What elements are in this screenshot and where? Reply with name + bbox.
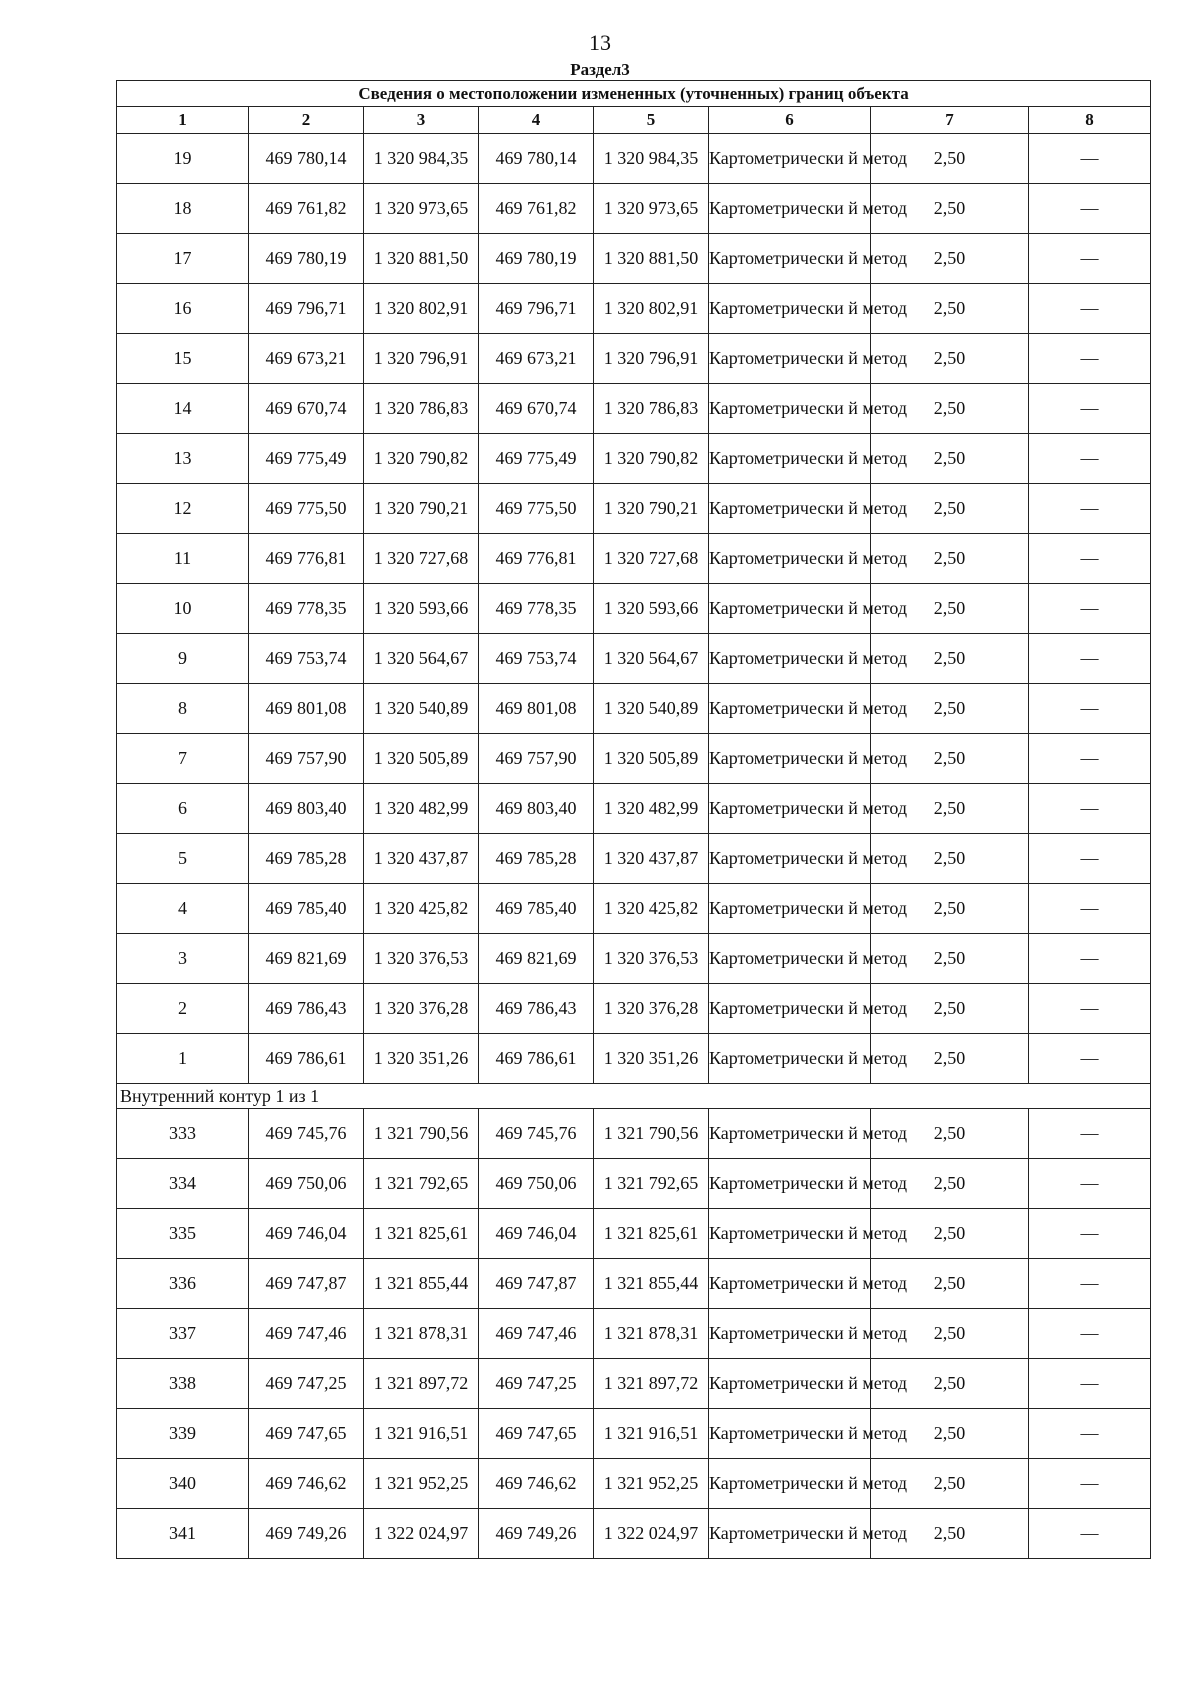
table-row [117,684,1151,734]
table-row [117,284,1151,334]
y2-cell: 1 320 437,87 [594,834,709,884]
method-cell: Картометрически й метод [709,134,871,184]
x2-cell: 469 746,62 [479,1459,594,1509]
x1-cell: 469 786,43 [249,984,364,1034]
x1-cell: 469 747,46 [249,1309,364,1359]
y1-cell: 1 320 790,82 [364,434,479,484]
method-cell: Картометрически й метод [709,534,871,584]
inner-contour-label: Внутренний контур 1 из 1 [117,1084,1151,1109]
y2-cell: 1 320 425,82 [594,884,709,934]
method-cell: Картометрически й метод [709,184,871,234]
accuracy-cell: 2,50 [871,234,1029,284]
method-cell: Картометрически й метод [709,834,871,884]
note-cell: — [1029,1309,1151,1359]
x2-cell: 469 750,06 [479,1159,594,1209]
point-cell: 13 [117,434,249,484]
note-cell: — [1029,1109,1151,1159]
y1-cell: 1 322 024,97 [364,1509,479,1559]
x1-cell: 469 780,19 [249,234,364,284]
point-cell: 9 [117,634,249,684]
x2-cell: 469 785,28 [479,834,594,884]
x2-cell: 469 801,08 [479,684,594,734]
y1-cell: 1 320 425,82 [364,884,479,934]
accuracy-cell: 2,50 [871,1109,1029,1159]
y2-cell: 1 321 825,61 [594,1209,709,1259]
accuracy-cell: 2,50 [871,1409,1029,1459]
table-row [117,1359,1151,1409]
x1-cell: 469 746,04 [249,1209,364,1259]
note-cell: — [1029,884,1151,934]
note-cell: — [1029,334,1151,384]
x2-cell: 469 749,26 [479,1509,594,1559]
column-header-5: 5 [594,107,709,134]
y2-cell: 1 320 796,91 [594,334,709,384]
y2-cell: 1 320 802,91 [594,284,709,334]
x1-cell: 469 750,06 [249,1159,364,1209]
y2-cell: 1 321 790,56 [594,1109,709,1159]
x2-cell: 469 821,69 [479,934,594,984]
accuracy-cell: 2,50 [871,134,1029,184]
note-cell: — [1029,984,1151,1034]
method-cell: Картометрически й метод [709,984,871,1034]
x1-cell: 469 778,35 [249,584,364,634]
point-cell: 336 [117,1259,249,1309]
table-row [117,984,1151,1034]
x1-cell: 469 673,21 [249,334,364,384]
point-cell: 2 [117,984,249,1034]
point-cell: 337 [117,1309,249,1359]
note-cell: — [1029,1034,1151,1084]
accuracy-cell: 2,50 [871,984,1029,1034]
column-header-6: 6 [709,107,871,134]
note-cell: — [1029,1209,1151,1259]
x2-cell: 469 778,35 [479,584,594,634]
note-cell: — [1029,1159,1151,1209]
x2-cell: 469 786,61 [479,1034,594,1084]
point-cell: 340 [117,1459,249,1509]
x1-cell: 469 785,28 [249,834,364,884]
table-caption: Сведения о местоположении измененных (уточненных) границ объекта [117,81,1151,107]
method-cell: Картометрически й метод [709,1209,871,1259]
x1-cell: 469 785,40 [249,884,364,934]
note-cell: — [1029,684,1151,734]
coordinates-table [116,80,1151,1559]
point-cell: 12 [117,484,249,534]
y2-cell: 1 321 952,25 [594,1459,709,1509]
point-cell: 335 [117,1209,249,1259]
table-row [117,784,1151,834]
table-row [117,1034,1151,1084]
y2-cell: 1 320 351,26 [594,1034,709,1084]
column-header-8: 8 [1029,107,1151,134]
y2-cell: 1 320 376,53 [594,934,709,984]
column-header-4: 4 [479,107,594,134]
table-row [117,1509,1151,1559]
y2-cell: 1 321 897,72 [594,1359,709,1409]
note-cell: — [1029,384,1151,434]
x1-cell: 469 775,49 [249,434,364,484]
y1-cell: 1 320 881,50 [364,234,479,284]
accuracy-cell: 2,50 [871,1509,1029,1559]
accuracy-cell: 2,50 [871,384,1029,434]
point-cell: 1 [117,1034,249,1084]
accuracy-cell: 2,50 [871,684,1029,734]
x1-cell: 469 747,65 [249,1409,364,1459]
x2-cell: 469 785,40 [479,884,594,934]
note-cell: — [1029,134,1151,184]
accuracy-cell: 2,50 [871,1259,1029,1309]
y2-cell: 1 320 540,89 [594,684,709,734]
y2-cell: 1 320 482,99 [594,784,709,834]
table-row [117,534,1151,584]
x1-cell: 469 775,50 [249,484,364,534]
y2-cell: 1 320 564,67 [594,634,709,684]
x2-cell: 469 746,04 [479,1209,594,1259]
table-header-row [117,107,1151,134]
x1-cell: 469 821,69 [249,934,364,984]
x2-cell: 469 673,21 [479,334,594,384]
y2-cell: 1 321 916,51 [594,1409,709,1459]
note-cell: — [1029,934,1151,984]
method-cell: Картометрически й метод [709,884,871,934]
y1-cell: 1 320 351,26 [364,1034,479,1084]
note-cell: — [1029,1409,1151,1459]
x1-cell: 469 747,25 [249,1359,364,1409]
column-header-1: 1 [117,107,249,134]
x1-cell: 469 796,71 [249,284,364,334]
y2-cell: 1 320 881,50 [594,234,709,284]
x2-cell: 469 747,46 [479,1309,594,1359]
table-row [117,1109,1151,1159]
y2-cell: 1 320 376,28 [594,984,709,1034]
table-row [117,234,1151,284]
method-cell: Картометрически й метод [709,1259,871,1309]
method-cell: Картометрически й метод [709,1409,871,1459]
accuracy-cell: 2,50 [871,784,1029,834]
point-cell: 18 [117,184,249,234]
table-row [117,834,1151,884]
table-row [117,484,1151,534]
x2-cell: 469 796,71 [479,284,594,334]
y2-cell: 1 320 727,68 [594,534,709,584]
y1-cell: 1 321 952,25 [364,1459,479,1509]
x1-cell: 469 780,14 [249,134,364,184]
x2-cell: 469 775,50 [479,484,594,534]
accuracy-cell: 2,50 [871,1159,1029,1209]
point-cell: 4 [117,884,249,934]
method-cell: Картометрически й метод [709,1109,871,1159]
y1-cell: 1 320 973,65 [364,184,479,234]
x1-cell: 469 670,74 [249,384,364,434]
table-row [117,884,1151,934]
x2-cell: 469 745,76 [479,1109,594,1159]
x2-cell: 469 776,81 [479,534,594,584]
accuracy-cell: 2,50 [871,184,1029,234]
accuracy-cell: 2,50 [871,1359,1029,1409]
y1-cell: 1 320 786,83 [364,384,479,434]
y2-cell: 1 321 855,44 [594,1259,709,1309]
accuracy-cell: 2,50 [871,484,1029,534]
point-cell: 17 [117,234,249,284]
accuracy-cell: 2,50 [871,834,1029,884]
note-cell: — [1029,634,1151,684]
point-cell: 11 [117,534,249,584]
method-cell: Картометрически й метод [709,684,871,734]
method-cell: Картометрически й метод [709,384,871,434]
y1-cell: 1 320 482,99 [364,784,479,834]
y2-cell: 1 320 790,21 [594,484,709,534]
note-cell: — [1029,234,1151,284]
table-row [117,184,1151,234]
y1-cell: 1 321 790,56 [364,1109,479,1159]
point-cell: 333 [117,1109,249,1159]
x2-cell: 469 757,90 [479,734,594,784]
point-cell: 16 [117,284,249,334]
accuracy-cell: 2,50 [871,1309,1029,1359]
y1-cell: 1 321 792,65 [364,1159,479,1209]
point-cell: 15 [117,334,249,384]
x1-cell: 469 761,82 [249,184,364,234]
x1-cell: 469 776,81 [249,534,364,584]
accuracy-cell: 2,50 [871,634,1029,684]
y2-cell: 1 320 984,35 [594,134,709,184]
point-cell: 5 [117,834,249,884]
accuracy-cell: 2,50 [871,334,1029,384]
section-title: Раздел3 [570,60,630,79]
x1-cell: 469 749,26 [249,1509,364,1559]
y1-cell: 1 321 897,72 [364,1359,479,1409]
table-row [117,634,1151,684]
note-cell: — [1029,484,1151,534]
note-cell: — [1029,1459,1151,1509]
method-cell: Картометрически й метод [709,284,871,334]
x2-cell: 469 775,49 [479,434,594,484]
table-row [117,334,1151,384]
accuracy-cell: 2,50 [871,1034,1029,1084]
point-cell: 338 [117,1359,249,1409]
table-row [117,134,1151,184]
column-header-7: 7 [871,107,1029,134]
table-row [117,1259,1151,1309]
table-row [117,434,1151,484]
x1-cell: 469 757,90 [249,734,364,784]
note-cell: — [1029,1509,1151,1559]
point-cell: 8 [117,684,249,734]
y1-cell: 1 320 505,89 [364,734,479,784]
y1-cell: 1 320 790,21 [364,484,479,534]
method-cell: Картометрически й метод [709,784,871,834]
method-cell: Картометрически й метод [709,934,871,984]
x1-cell: 469 745,76 [249,1109,364,1159]
accuracy-cell: 2,50 [871,934,1029,984]
y1-cell: 1 320 376,53 [364,934,479,984]
accuracy-cell: 2,50 [871,584,1029,634]
point-cell: 6 [117,784,249,834]
x2-cell: 469 803,40 [479,784,594,834]
note-cell: — [1029,734,1151,784]
point-cell: 339 [117,1409,249,1459]
x2-cell: 469 761,82 [479,184,594,234]
y1-cell: 1 320 540,89 [364,684,479,734]
note-cell: — [1029,584,1151,634]
method-cell: Картометрически й метод [709,234,871,284]
x2-cell: 469 747,87 [479,1259,594,1309]
y2-cell: 1 320 786,83 [594,384,709,434]
note-cell: — [1029,834,1151,884]
y2-cell: 1 321 792,65 [594,1159,709,1209]
y1-cell: 1 320 796,91 [364,334,479,384]
point-cell: 3 [117,934,249,984]
page-number: 13 [589,30,611,55]
method-cell: Картометрически й метод [709,484,871,534]
x2-cell: 469 670,74 [479,384,594,434]
method-cell: Картометрически й метод [709,634,871,684]
note-cell: — [1029,1259,1151,1309]
x1-cell: 469 747,87 [249,1259,364,1309]
table-row [117,384,1151,434]
y1-cell: 1 320 376,28 [364,984,479,1034]
y2-cell: 1 320 790,82 [594,434,709,484]
note-cell: — [1029,534,1151,584]
note-cell: — [1029,434,1151,484]
method-cell: Картометрически й метод [709,1509,871,1559]
accuracy-cell: 2,50 [871,534,1029,584]
y1-cell: 1 321 916,51 [364,1409,479,1459]
x2-cell: 469 786,43 [479,984,594,1034]
x2-cell: 469 747,65 [479,1409,594,1459]
note-cell: — [1029,284,1151,334]
y1-cell: 1 321 825,61 [364,1209,479,1259]
method-cell: Картометрически й метод [709,1309,871,1359]
y2-cell: 1 322 024,97 [594,1509,709,1559]
point-cell: 341 [117,1509,249,1559]
x1-cell: 469 803,40 [249,784,364,834]
table-row [117,1409,1151,1459]
method-cell: Картометрически й метод [709,334,871,384]
table-row [117,1459,1151,1509]
accuracy-cell: 2,50 [871,734,1029,784]
note-cell: — [1029,784,1151,834]
point-cell: 10 [117,584,249,634]
point-cell: 334 [117,1159,249,1209]
y1-cell: 1 320 593,66 [364,584,479,634]
y1-cell: 1 320 437,87 [364,834,479,884]
accuracy-cell: 2,50 [871,884,1029,934]
inner-contour-row [117,1084,1151,1109]
y1-cell: 1 320 802,91 [364,284,479,334]
x2-cell: 469 780,19 [479,234,594,284]
accuracy-cell: 2,50 [871,1209,1029,1259]
note-cell: — [1029,184,1151,234]
table-row [117,734,1151,784]
table-row [117,1159,1151,1209]
x2-cell: 469 747,25 [479,1359,594,1409]
table-row [117,934,1151,984]
column-header-3: 3 [364,107,479,134]
x1-cell: 469 753,74 [249,634,364,684]
note-cell: — [1029,1359,1151,1409]
y1-cell: 1 320 564,67 [364,634,479,684]
column-header-2: 2 [249,107,364,134]
method-cell: Картометрически й метод [709,1359,871,1409]
method-cell: Картометрически й метод [709,434,871,484]
y2-cell: 1 320 505,89 [594,734,709,784]
x2-cell: 469 780,14 [479,134,594,184]
point-cell: 19 [117,134,249,184]
x2-cell: 469 753,74 [479,634,594,684]
y1-cell: 1 320 984,35 [364,134,479,184]
y2-cell: 1 320 973,65 [594,184,709,234]
method-cell: Картометрически й метод [709,1459,871,1509]
point-cell: 14 [117,384,249,434]
accuracy-cell: 2,50 [871,284,1029,334]
table-row [117,1309,1151,1359]
method-cell: Картометрически й метод [709,1034,871,1084]
method-cell: Картометрически й метод [709,734,871,784]
method-cell: Картометрически й метод [709,1159,871,1209]
y1-cell: 1 321 855,44 [364,1259,479,1309]
y2-cell: 1 321 878,31 [594,1309,709,1359]
point-cell: 7 [117,734,249,784]
table-row [117,584,1151,634]
x1-cell: 469 801,08 [249,684,364,734]
accuracy-cell: 2,50 [871,434,1029,484]
y1-cell: 1 320 727,68 [364,534,479,584]
y1-cell: 1 321 878,31 [364,1309,479,1359]
accuracy-cell: 2,50 [871,1459,1029,1509]
x1-cell: 469 786,61 [249,1034,364,1084]
table-body [117,134,1151,1559]
x1-cell: 469 746,62 [249,1459,364,1509]
table-row [117,1209,1151,1259]
y2-cell: 1 320 593,66 [594,584,709,634]
method-cell: Картометрически й метод [709,584,871,634]
